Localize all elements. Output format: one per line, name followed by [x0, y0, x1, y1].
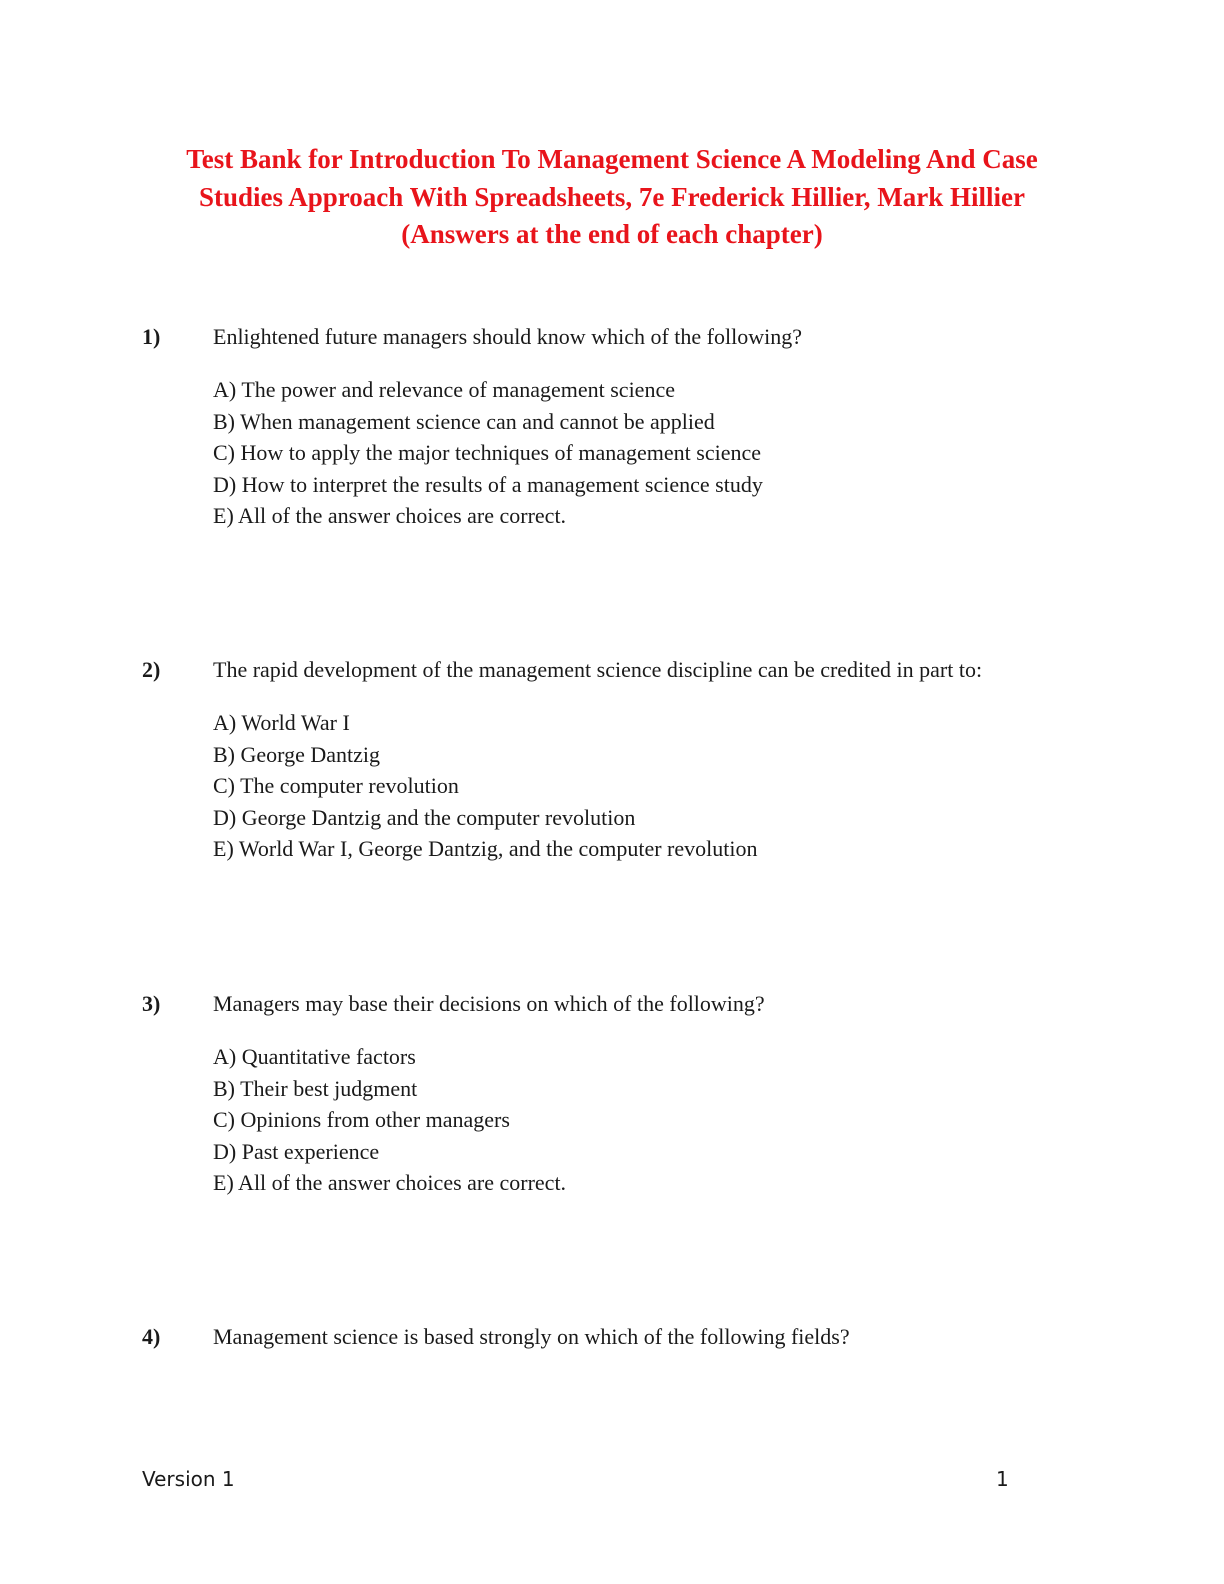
answer-options: [213, 1041, 566, 1199]
answer-option-a: A) World War I: [213, 710, 350, 735]
title-line-3: (Answers at the end of each chapter): [401, 219, 823, 249]
question-number: 4): [142, 1324, 161, 1349]
answer-option-b: B) When management science can and cannot be applied: [213, 408, 715, 434]
answer-option-e: E) All of the answer choices are correct.: [213, 503, 567, 528]
answer-option-c: C) How to apply the major techniques of management science: [213, 440, 761, 465]
question-text: Enlightened future managers should know which of the following?: [213, 324, 802, 349]
answer-options: [213, 374, 763, 532]
question-text: Management science is based strongly on which of the following fields?: [213, 1324, 850, 1349]
question-text: Managers may base their decisions on which of the following?: [213, 991, 765, 1016]
title-line-1: Test Bank for Introduction To Management Science A Modeling And Case: [186, 144, 1038, 174]
answer-option-a: A) Quantitative factors: [213, 1044, 416, 1069]
question-text: The rapid development of the management science discipline can be credited in part to:: [213, 657, 983, 682]
answer-option-e: E) World War I, George Dantzig, and the computer revolution: [213, 836, 758, 861]
answer-option-d: D) George Dantzig and the computer revolution: [213, 804, 636, 830]
answer-option-c: C) Opinions from other managers: [213, 1107, 510, 1132]
question-number: 3): [142, 991, 161, 1016]
question-number: 2): [142, 657, 161, 682]
answer-option-b: B) George Dantzig: [213, 741, 380, 767]
footer-version: Version 1: [142, 1467, 235, 1491]
footer-page-number: 1: [996, 1467, 1009, 1491]
answer-option-d: D) How to interpret the results of a management science study: [213, 471, 763, 497]
answer-option-e: E) All of the answer choices are correct.: [213, 1170, 567, 1195]
title-line-2: Studies Approach With Spreadsheets, 7e Frederick Hillier, Mark Hillier: [198, 181, 1026, 212]
document-title: [130, 141, 1094, 254]
question-number: 1): [142, 324, 161, 349]
answer-option-d: D) Past experience: [213, 1138, 380, 1164]
answer-option-b: B) Their best judgment: [213, 1075, 418, 1101]
answer-options: [213, 707, 757, 865]
answer-option-a: A) The power and relevance of management science: [213, 377, 675, 402]
answer-option-c: C) The computer revolution: [213, 773, 459, 798]
